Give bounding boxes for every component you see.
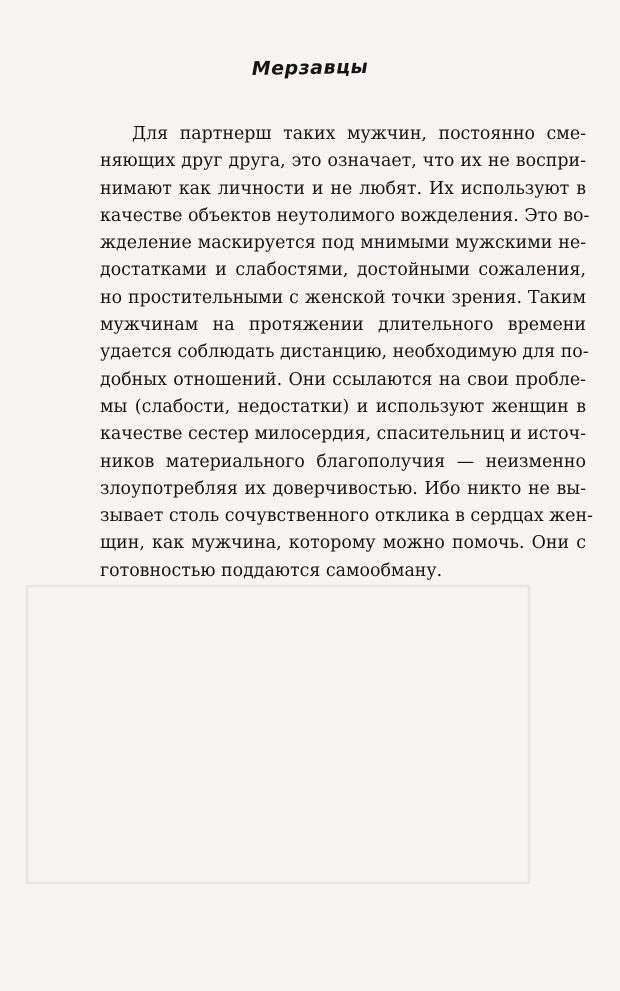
paragraph-line: мужчинам на протяжении длительного времени	[100, 315, 586, 336]
paragraph-line: достатками и слабостями, достойными сожаления,	[100, 260, 586, 281]
paragraph-line: мы (слабости, недостатки) и используют женщин в	[100, 396, 586, 417]
paragraph-line: удается соблюдать дистанцию, необходимую для по-	[100, 342, 589, 363]
paragraph-line: готовностью поддаются самообману.	[100, 560, 443, 581]
paragraph-line: щин, как мужчина, которому можно помочь. Они с	[100, 533, 586, 554]
paragraph-line: качестве объектов неутолимого вожделения. Это во-	[100, 205, 590, 226]
paragraph-line: нимают как личности и не любят. Их используют в	[100, 178, 586, 199]
paragraph-line: няющих друг друга, это означает, что их не воспри-	[100, 151, 586, 172]
paragraph-line: Для партнерш таких мужчин, постоянно сме-	[132, 124, 586, 144]
paragraph-line: злоупотребляя их доверчивостью. Ибо никто не вы-	[100, 478, 586, 499]
running-head: Мерзавцы	[251, 55, 369, 81]
bleed-through-frame	[26, 585, 530, 884]
paragraph-line: жделение маскируется под мнимыми мужскими не-	[100, 233, 586, 254]
paragraph-line: но простительными с женской точки зрения. Таким	[100, 287, 586, 308]
paragraph-line: зывает столь сочувственного отклика в сердцах жен-	[100, 506, 593, 527]
paragraph-line: ников материального благополучия — неизменно	[100, 451, 586, 472]
paragraph-line: качестве сестер милосердия, спасительниц и источ-	[100, 424, 586, 445]
paragraph-line: добных отношений. Они ссылаются на свои пробле-	[100, 369, 586, 390]
paragraph	[100, 121, 593, 585]
